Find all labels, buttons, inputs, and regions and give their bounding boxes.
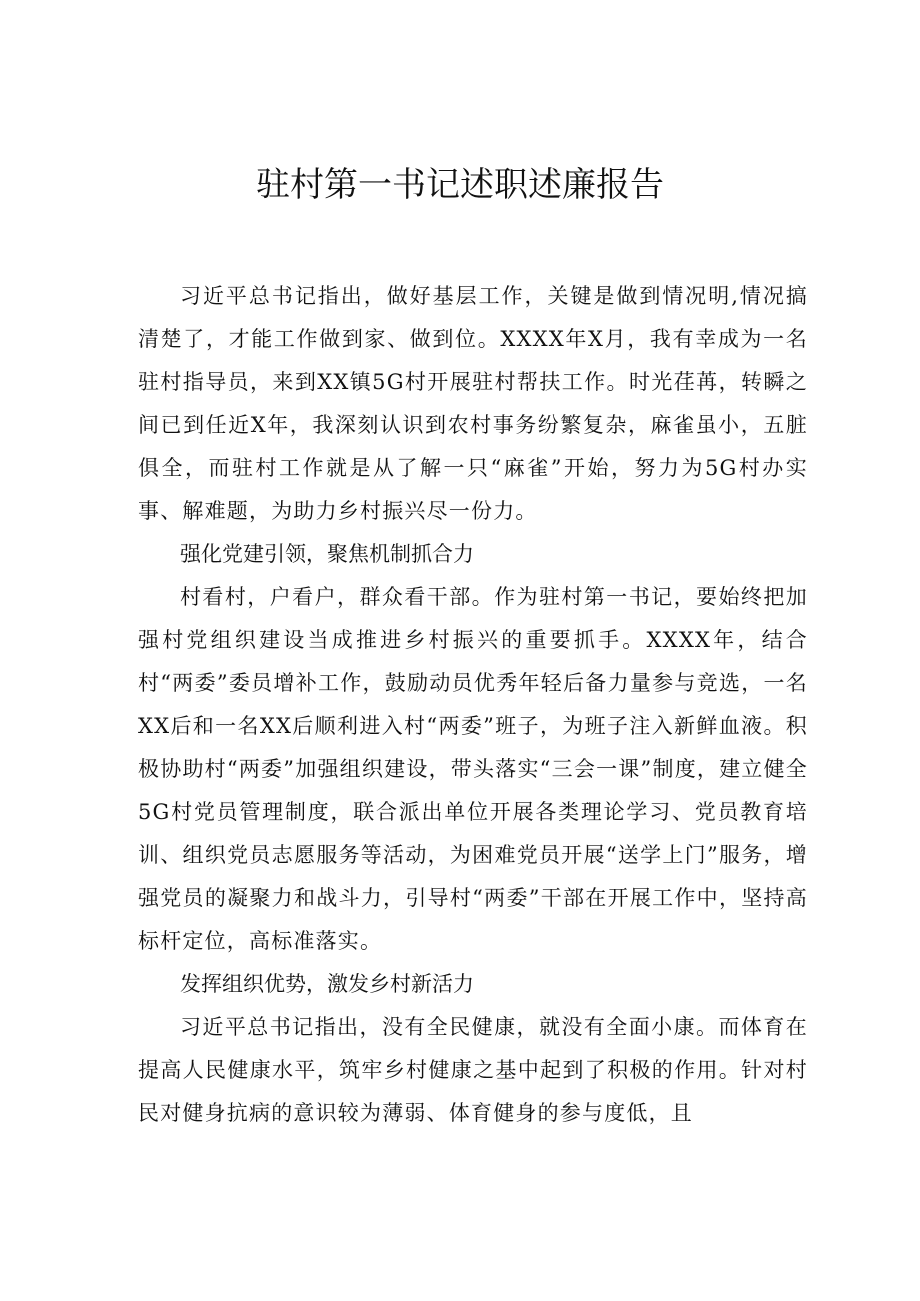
intro-paragraph: 习近平总书记指出，做好基层工作，关键是做到情况明,情况搞清楚了，才能工作做到家、做到位。XXXX年X月，我有幸成为一名驻村指导员，来到XX镇5G村开展驻村帮扶工作。时光荏苒，转瞬之间已到任近X年，我深刻认识到农村事务纷繁复杂，麻雀虽小，五脏俱全，而驻村工作就是从了解一只“麻雀”开始，努力为5G村办实事、解难题，为助力乡村振兴尽一份力。	[138, 284, 808, 523]
section-heading-organization: 发挥组织优势，激发乡村新活力	[180, 972, 474, 996]
document-title: 驻村第一书记述职述廉报告	[256, 165, 664, 205]
party-building-paragraph: 村看村，户看户，群众看干部。作为驻村第一书记，要始终把加强村党组织建设当成推进乡村振兴的重要抓手。XXXX年，结合村“两委”委员增补工作，鼓励动员优秀年轻后备力量参与竞选，一名XX后和一名XX后顺利进入村“两委”班子，为班子注入新鲜血液。积极协助村“两委”加强组织建设，带头落实“三会一课”制度，建立健全5G村党员管理制度，联合派出单位开展各类理论学习、党员教育培训、组织党员志愿服务等活动，为困难党员开展“送学上门”服务，增强党员的凝聚力和战斗力，引导村“两委”干部在开展工作中，坚持高标杆定位，高标准落实。	[138, 585, 808, 953]
document-body	[138, 275, 808, 1135]
section-heading-party-building: 强化党建引领，聚焦机制抓合力	[180, 542, 474, 566]
organization-paragraph: 习近平总书记指出，没有全民健康，就没有全面小康。而体育在提高人民健康水平，筑牢乡村健康之基中起到了积极的作用。针对村民对健身抗病的意识较为薄弱、体育健身的参与度低，且	[138, 1015, 808, 1125]
